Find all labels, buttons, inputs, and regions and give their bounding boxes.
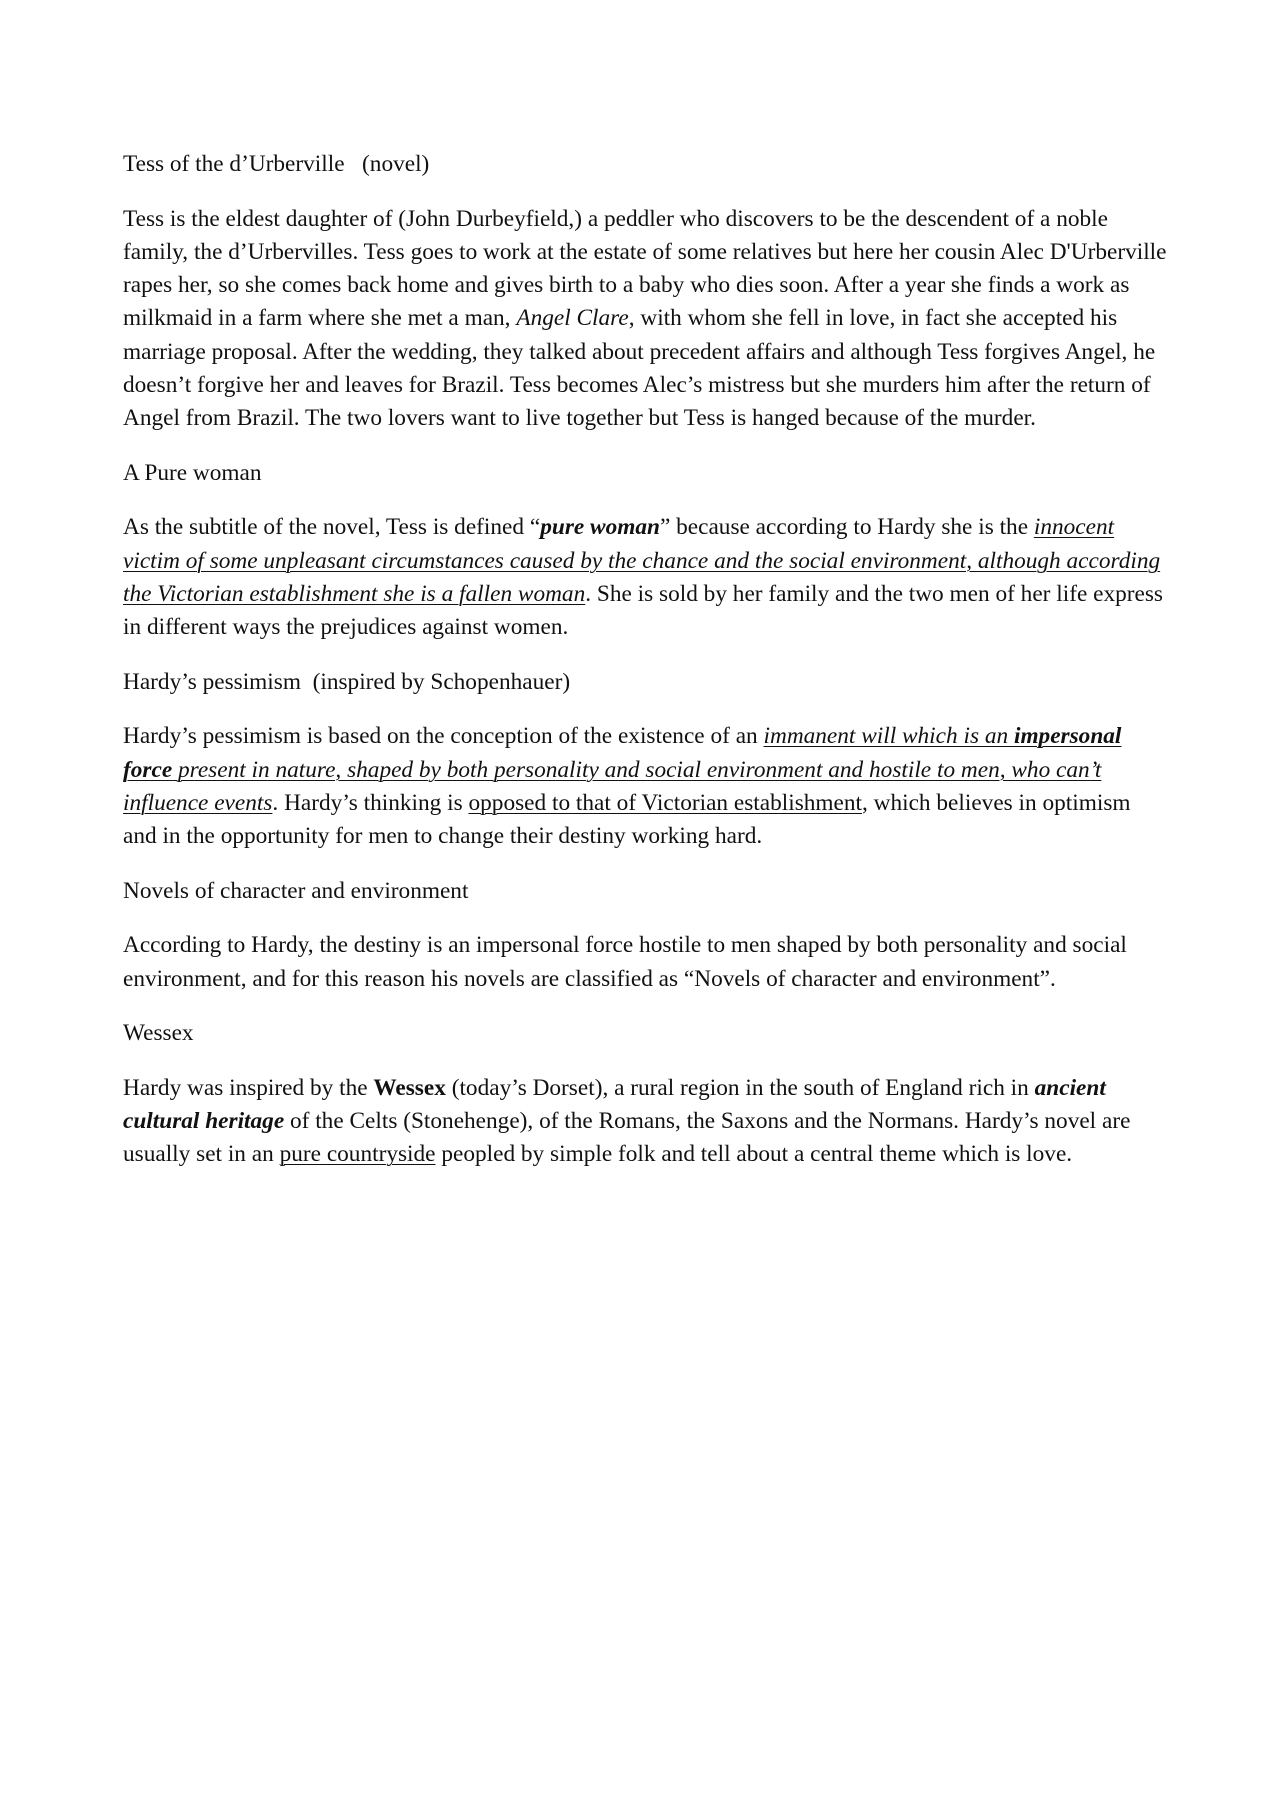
pure-woman-heading: A Pure woman [123, 459, 262, 486]
pure-woman-text-3: . She is sold by her family and the two men of her life express in different ways the prejudices against women. [123, 580, 1163, 640]
summary-text-1: Tess is the eldest daughter of (John Durbeyfield,) a peddler who discovers to be the descendent of a noble family, the d’Urbervilles. Tess goes to work at the estate of some relatives but here her cousin Alec D'Urberville rapes her, so she comes back home and gives birth to a baby who dies soon. After a year she finds a work as milkmaid in a farm where she met a man, [123, 205, 1167, 332]
novels-heading: Novels of character and environment [123, 877, 469, 904]
wessex-term: Wessex [373, 1074, 446, 1101]
pure-countryside-underlined: pure countryside [279, 1141, 436, 1168]
wessex-text-3: of the Celts (Stonehenge), of the Romans, the Saxons and the Normans. Hardy’s novel are usually set in an [123, 1108, 1131, 1168]
pure-woman-text-1: As the subtitle of the novel, Tess is defined “ [123, 514, 541, 541]
novels-paragraph: According to Hardy, the destiny is an impersonal force hostile to men shaped by both personality and social environment, and for this reason his novels are classified as “Novels of character and environment”. [123, 932, 1127, 992]
pessimism-text-2: . Hardy’s thinking is [272, 789, 469, 816]
pessimism-text-3: , which believes in optimism and in the opportunity for men to change their destiny working hard. [123, 789, 1131, 849]
pure-woman-term: pure woman [540, 514, 660, 541]
wessex-text-1: Hardy was inspired by the [123, 1074, 374, 1101]
document-title: Tess of the d’Urberville (novel) [123, 151, 430, 177]
impersonal-force-term: impersonal force [123, 723, 1122, 783]
immanent-will-underlined: immanent will which is an [763, 723, 1014, 750]
summary-text-2: , with whom she fell in love, in fact she accepted his marriage proposal. After the wedding, they talked about precedent affairs and although Tess forgives Angel, he doesn’t forgive her and leaves for Brazil. Tess becomes Alec’s mistress but she murders him after the return of Angel from Brazil. The two lovers want to live together but Tess is hanged because of the murder. [123, 305, 1156, 431]
pessimism-paragraph [123, 720, 1168, 853]
pessimism-text-1: Hardy’s pessimism is based on the conception of the existence of an [123, 723, 764, 750]
wessex-text-4: peopled by simple folk and tell about a central theme which is love. [435, 1141, 1073, 1168]
innocent-victim-underlined: innocent victim of some unpleasant circumstances caused by the chance and the social environment, although according the Victorian establishment she is a fallen woman [123, 514, 1161, 607]
wessex-paragraph [123, 1072, 1168, 1172]
angel-clare-name: Angel Clare [516, 305, 629, 332]
present-in-nature-underlined: present in nature, shaped by both personality and social environment and hostile to men, who can’t influence events [123, 756, 1102, 816]
wessex-heading: Wessex [123, 1020, 194, 1047]
wessex-text-2: (today’s Dorset), a rural region in the south of England rich in [445, 1074, 1035, 1101]
summary-paragraph [123, 203, 1168, 435]
ancient-heritage-term: ancient cultural heritage [123, 1074, 1106, 1135]
victorian-establishment-underlined: opposed to that of Victorian establishment [468, 789, 862, 816]
pure-woman-text-2: ” because according to Hardy she is the [659, 514, 1034, 541]
document-page [123, 148, 1168, 1193]
pure-woman-paragraph [123, 511, 1168, 644]
pessimism-heading: Hardy’s pessimism (inspired by Schopenhauer) [123, 668, 571, 695]
